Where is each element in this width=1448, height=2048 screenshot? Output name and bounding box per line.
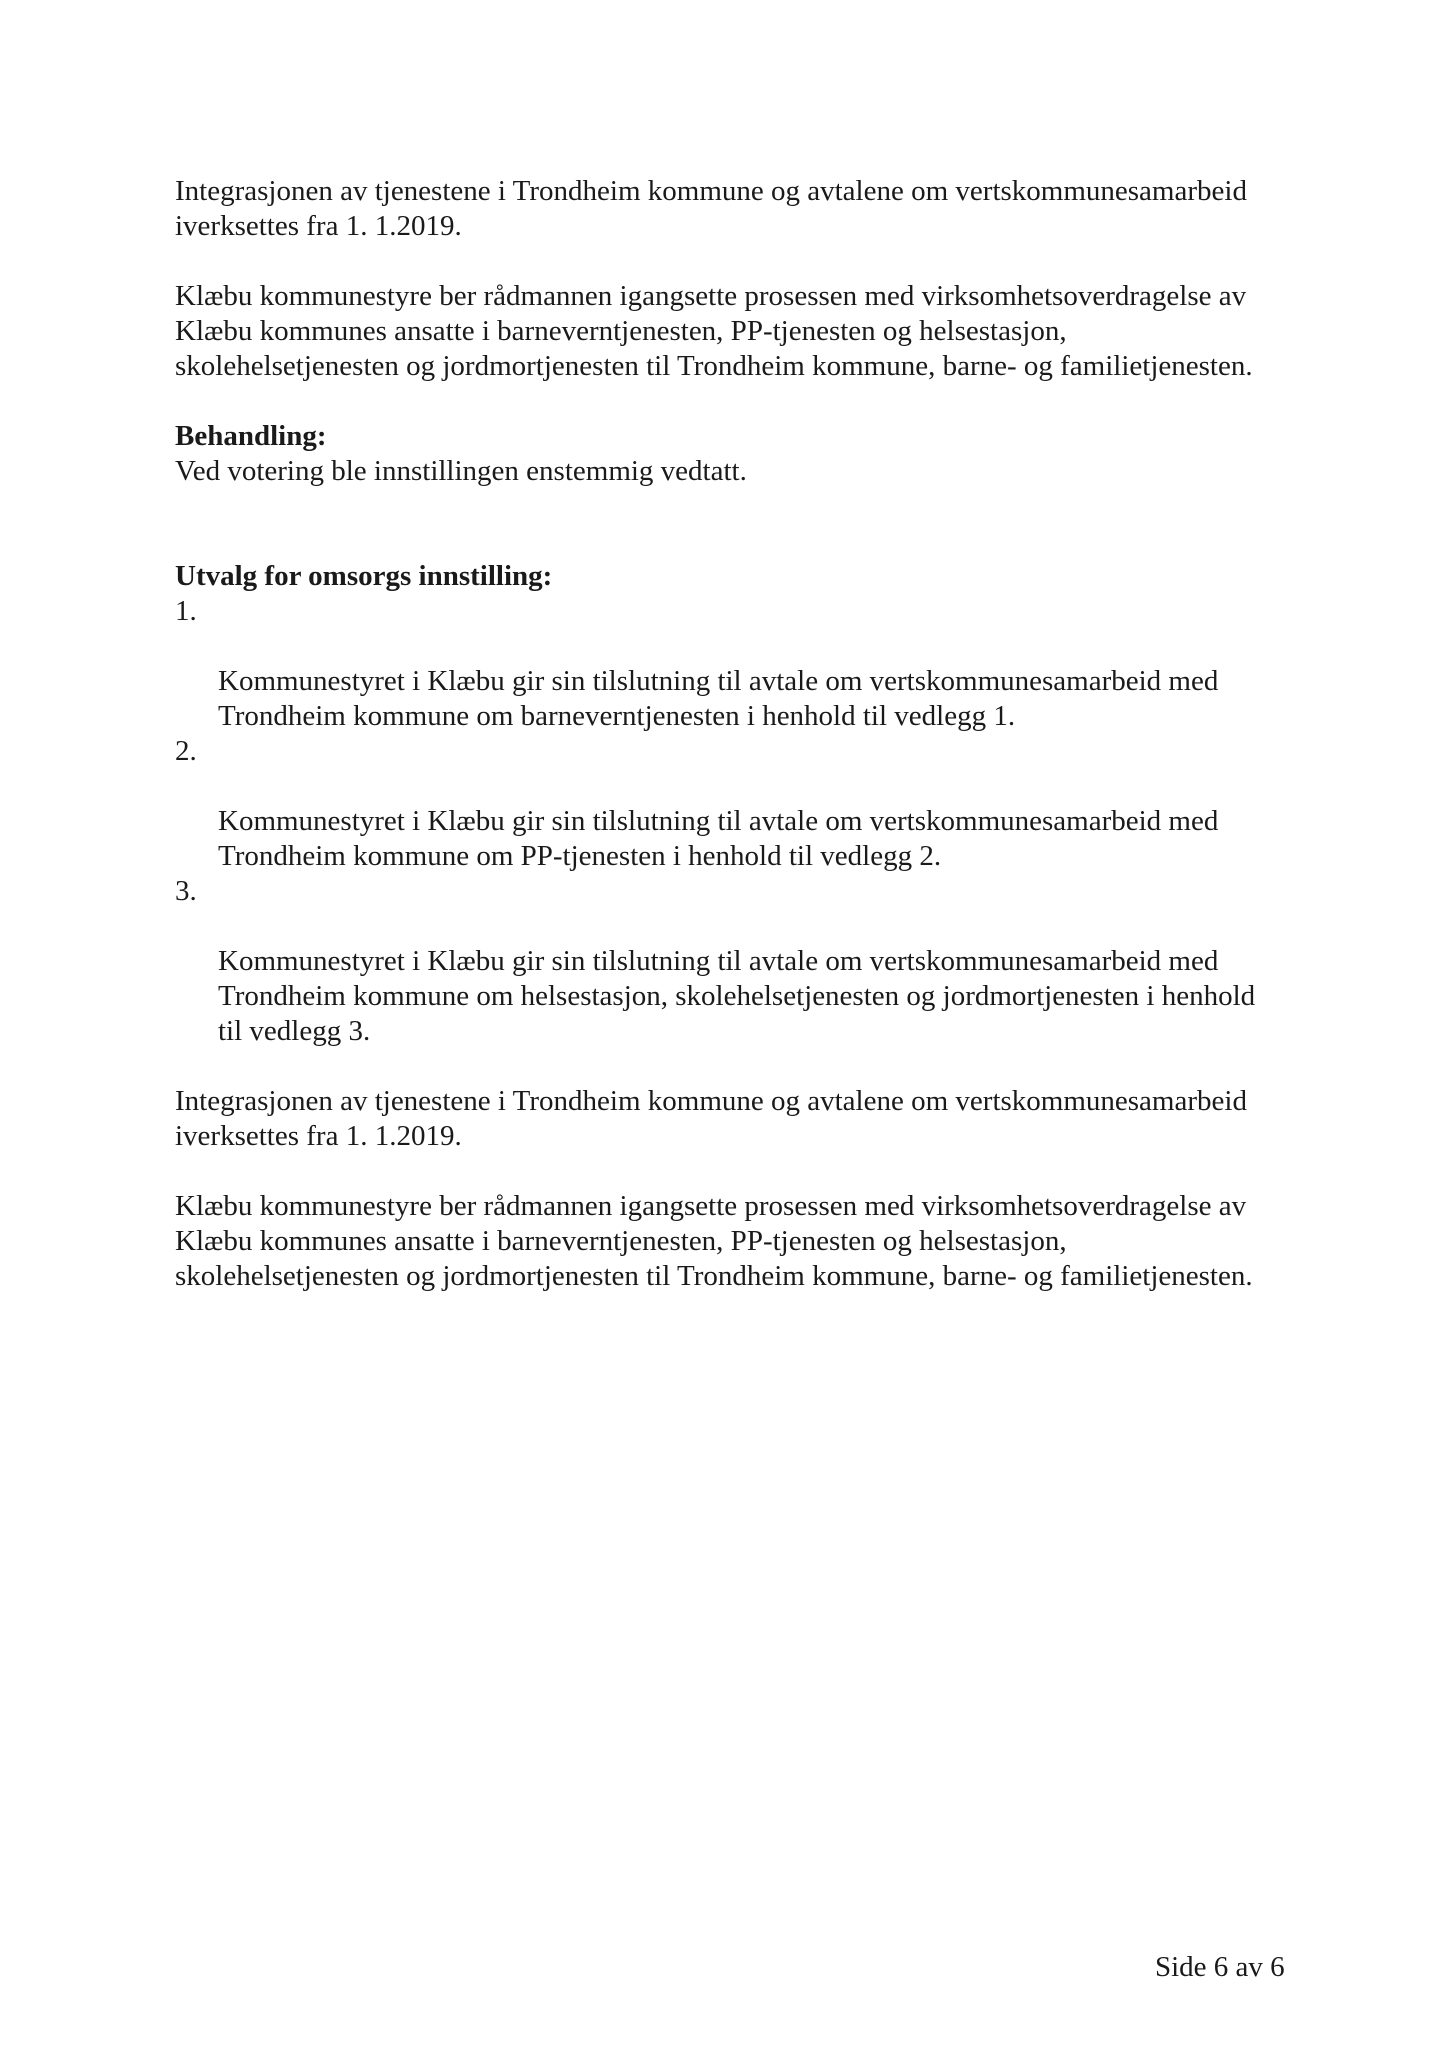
transfer-request-paragraph: Klæbu kommunestyre ber rådmannen igangsette prosessen med virksomhetsoverdragelse av Klæbu kommunes ansatte i barneverntjenesten, PP-tjenesten og helsestasjon, skolehelsetjenesten og jordmortjenesten til Trondheim kommune, barne- og familietjenesten. — [175, 1190, 1253, 1292]
list-item-text: Kommunestyret i Klæbu gir sin tilslutning til avtale om vertskommunesamarbeid med Trondheim kommune om PP-tjenesten i henhold til vedlegg 2. — [218, 805, 1219, 872]
recommendation-list — [175, 594, 1325, 1049]
list-item-text: Kommunestyret i Klæbu gir sin tilslutning til avtale om vertskommunesamarbeid med Trondheim kommune om barneverntjenesten i henhold til vedlegg 1. — [218, 665, 1219, 732]
committee-recommendation-heading: Utvalg for omsorgs innstilling: — [175, 560, 553, 592]
transfer-request-paragraph: Klæbu kommunestyre ber rådmannen igangsette prosessen med virksomhetsoverdragelse av Klæbu kommunes ansatte i barneverntjenesten, PP-tjenesten og helsestasjon, skolehelsetjenesten og jordmortjenesten til Trondheim kommune, barne- og familietjenesten. — [175, 280, 1253, 382]
treatment-heading: Behandling: — [175, 420, 327, 452]
list-item — [175, 874, 1325, 1049]
list-item-number: 3. — [175, 875, 197, 907]
page-number: Side 6 av 6 — [1155, 1951, 1285, 1983]
list-item-text: Kommunestyret i Klæbu gir sin tilslutning til avtale om vertskommunesamarbeid med Trondheim kommune om helsestasjon, skolehelsetjenesten og jordmortjenesten i henhold til vedlegg 3. — [218, 945, 1256, 1047]
integration-paragraph: Integrasjonen av tjenestene i Trondheim kommune og avtalene om vertskommunesamarbeid iverksettes fra 1. 1.2019. — [175, 175, 1247, 242]
document-body — [175, 174, 1325, 1294]
list-item — [175, 734, 1325, 874]
list-item — [175, 594, 1325, 734]
treatment-text: Ved votering ble innstillingen enstemmig vedtatt. — [175, 455, 747, 487]
list-item-number: 1. — [175, 595, 197, 627]
list-item-number: 2. — [175, 735, 197, 767]
integration-paragraph: Integrasjonen av tjenestene i Trondheim kommune og avtalene om vertskommunesamarbeid iverksettes fra 1. 1.2019. — [175, 1085, 1247, 1152]
